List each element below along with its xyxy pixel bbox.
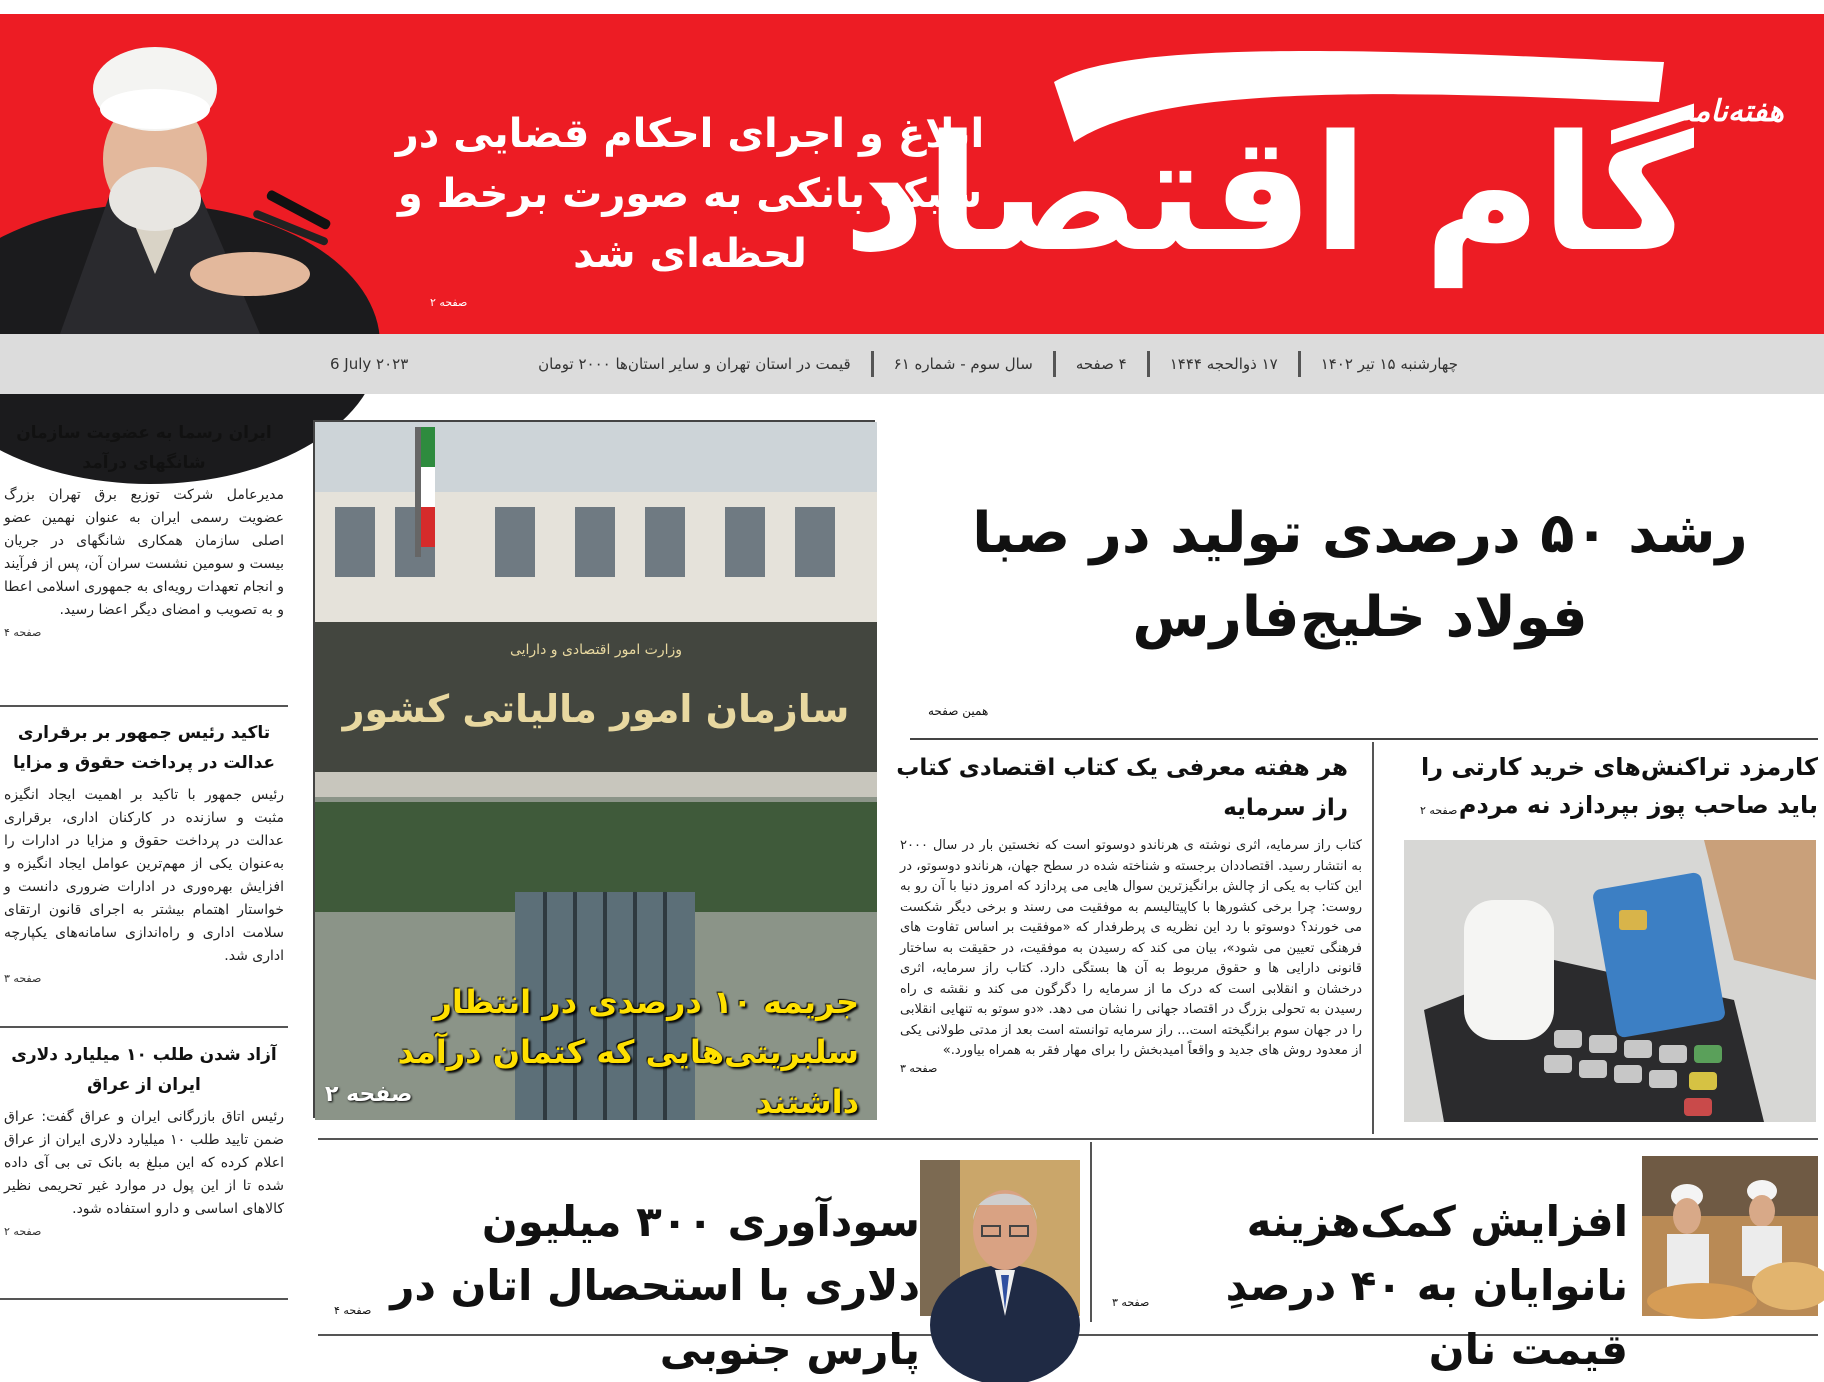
- top-story-page-ref: صفحه ۲: [430, 296, 468, 309]
- logo-weekly-label: هفته‌نامه: [1678, 94, 1784, 129]
- sidebar-divider: [0, 1026, 288, 1028]
- sidebar-divider: [0, 705, 288, 707]
- issue-info-bar: [0, 334, 1824, 394]
- photo-story-page-ref: صفحه ۲: [325, 1082, 413, 1107]
- ethane-story-title[interactable]: سودآوری ۳۰۰ میلیون دلاری با استحصال اتان در پارس جنوبی: [390, 1197, 920, 1374]
- headline-divider: [910, 738, 1818, 740]
- sidebar-story-page-ref: صفحه ۲: [4, 1225, 42, 1238]
- oil-minister-photo: [920, 1160, 1080, 1316]
- main-headline-page-ref: همین صفحه: [928, 704, 989, 718]
- issue-date-hijri: ۱۷ ذوالحجه ۱۴۴۴: [1169, 355, 1278, 373]
- info-separator: [1298, 351, 1301, 377]
- tax-organization-photo-story[interactable]: [313, 420, 875, 1121]
- ethane-profit-story[interactable]: [320, 1152, 1080, 1374]
- top-story-headline[interactable]: ابلاغ و اجرای احکام قضایی در شبکه بانکی به صورت برخط و لحظه‌ای شد: [395, 111, 985, 277]
- photo-story-caption[interactable]: جریمه ۱۰ درصدی در انتظار سلبریتی‌هایی که کتمان درآمد داشتند: [397, 983, 859, 1121]
- sidebar-story-body: رئیس جمهور با تاکید بر اهمیت ایجاد انگیزه مثبت و سازنده در کارکنان اداری، برقراری عدالت در پرداخت حقوق و مزایا در ادارات را به‌عنوان یکی از مهم‌ترین عوامل ایجاد انگیزه و افزایش بهره‌وری در ادارات ضروری دانست و خواستار اهتمام بیشتر به اجرای قانون ارتقای سلامت اداری و راه‌اندازی سامانه‌های یکپارچه اداری شد.: [4, 787, 284, 964]
- sidebar-story-shanghai[interactable]: [0, 418, 288, 643]
- pos-terminal-photo: [1404, 840, 1816, 1122]
- column-divider: [1372, 742, 1374, 1134]
- logo-title: گام اقتصاد: [843, 100, 1694, 287]
- building-sign-ministry: وزارت امور اقتصادی و دارایی: [509, 642, 683, 658]
- bakery-subsidy-story[interactable]: [1098, 1152, 1818, 1374]
- book-of-the-week-story[interactable]: [896, 748, 1366, 1120]
- bakery-story-title[interactable]: افزایش کمک‌هزینه نانوایان به ۴۰ درصدِ قیمت نان: [1225, 1197, 1628, 1374]
- issue-page-count: ۴ صفحه: [1075, 355, 1127, 373]
- info-separator: [871, 351, 874, 377]
- newspaper-logo: [843, 14, 1784, 334]
- issue-number: سال سوم - شماره ۶۱: [893, 355, 1033, 373]
- bakery-photo: [1642, 1156, 1818, 1316]
- card-fee-story-title[interactable]: کارمزد تراکنش‌های خرید کارتی را باید صاحب پوز بپردازد نه مردم: [1420, 753, 1818, 819]
- book-story-page-ref: صفحه ۳: [900, 1061, 938, 1075]
- main-headline[interactable]: رشد ۵۰ درصدی تولید در صبا فولاد خلیج‌فارس: [972, 501, 1748, 650]
- building-sign-tax-organization: سازمان امور مالیاتی کشور: [342, 687, 850, 731]
- issue-info-items: [518, 334, 1478, 394]
- info-separator: [1147, 351, 1150, 377]
- issue-date-gregorian: 6 July ۲۰۲۳: [330, 355, 409, 373]
- sidebar-divider: [0, 1298, 288, 1300]
- official-portrait-photo: [0, 14, 380, 334]
- sidebar-story-body: رئیس اتاق بازرگانی ایران و عراق گفت: عراق ضمن تایید طلب ۱۰ میلیارد دلاری ایران از عراق اعلام کرده که این مبلغ به بانک تی بی آی داده شده تا از این پول در موارد غیر تحریمی نظیر کالاهای اساسی و دارو استفاده شود.: [4, 1109, 284, 1217]
- masthead: [0, 14, 1824, 334]
- bottom-column-divider: [1090, 1142, 1092, 1322]
- news-sidebar: [0, 418, 288, 1300]
- card-fee-story-page-ref: صفحه ۲: [1420, 804, 1458, 817]
- ethane-story-page-ref: صفحه ۴: [334, 1304, 372, 1317]
- sidebar-story-title[interactable]: آزاد شدن طلب ۱۰ میلیارد دلاری ایران از عراق: [11, 1045, 277, 1095]
- sidebar-story-title[interactable]: تاکید رئیس جمهور بر برقراری عدالت در پرداخت حقوق و مزایا: [12, 723, 276, 773]
- issue-price: قیمت در استان تهران و سایر استان‌ها ۲۰۰۰ تومان: [538, 355, 851, 373]
- sidebar-story-body: مدیرعامل شرکت توزیع برق تهران بزرگ عضویت رسمی ایران به عنوان نهمین عضو اصلی سازمان همکاری شانگهای در جریان بیست و سومین نشست سران آن، پس از فرآیند و انجام تعهدات رویه‌ای به جمهوری اسلامی اعطا و به تصویب و امضای دیگر اعضا رسید.: [4, 487, 284, 618]
- sidebar-story-title[interactable]: ایران رسما به عضویت سازمان شانگهای درآمد: [16, 423, 272, 473]
- card-fee-story[interactable]: [1384, 748, 1818, 824]
- sidebar-story-iraq-debt[interactable]: [0, 1040, 288, 1242]
- sidebar-story-salary-justice[interactable]: [0, 718, 288, 989]
- book-story-body: کتاب راز سرمایه، اثری نوشته ی هرناندو دوسوتو است که نخستین بار در سال ۲۰۰۰ به انتشار رسید. اقتصاددان برجسته و شناخته شده در سطح جهان، هرناندو دوسوتو، در این کتاب به یکی از چالش برانگیزترین سوال هایی می پردازد که امروز دنیا با آن رو به روست: چرا برخی کشورها با کاپیتالیسم به موفقیت می رسند و برخی دیگر شکست می خورند؟ دوسوتو با رد این نظریه ی پرطرفدار که «موفقیت بر اساس تفاوت های فرهنگی تعیین می شود»، بیان می کند که رسیدن به موفقیت، در حقیقت به ساختار قانونی دارایی ها و حقوق مربوط به آن ها بستگی دارد. کتاب راز سرمایه، اثری درخشان و انقلابی است که درک ما از سرمایه را دگرگون می کند و نقشه ی راه رسیدن به تحولی بزرگ در اقتصاد جهانی را نشان می دهد. «دو سوتو به تنهایی انقلابی را در جهان سوم برانگیخته است... راز سرمایه توانسته است بعد از مدتی طولانی یکی از معدود روش های جدید و واقعاً امیدبخش را برای مهار فقر به همراه بیاورد.»: [900, 838, 1362, 1058]
- sidebar-story-page-ref: صفحه ۳: [4, 972, 42, 985]
- issue-date-persian: چهارشنبه ۱۵ تیر ۱۴۰۲: [1320, 355, 1458, 373]
- sidebar-story-page-ref: صفحه ۴: [4, 626, 42, 639]
- bottom-divider-top: [318, 1138, 1818, 1140]
- book-story-title[interactable]: هر هفته معرفی یک کتاب اقتصادی کتاب راز سرمایه: [896, 755, 1348, 821]
- info-separator: [1053, 351, 1056, 377]
- bakery-story-page-ref: صفحه ۳: [1112, 1296, 1150, 1309]
